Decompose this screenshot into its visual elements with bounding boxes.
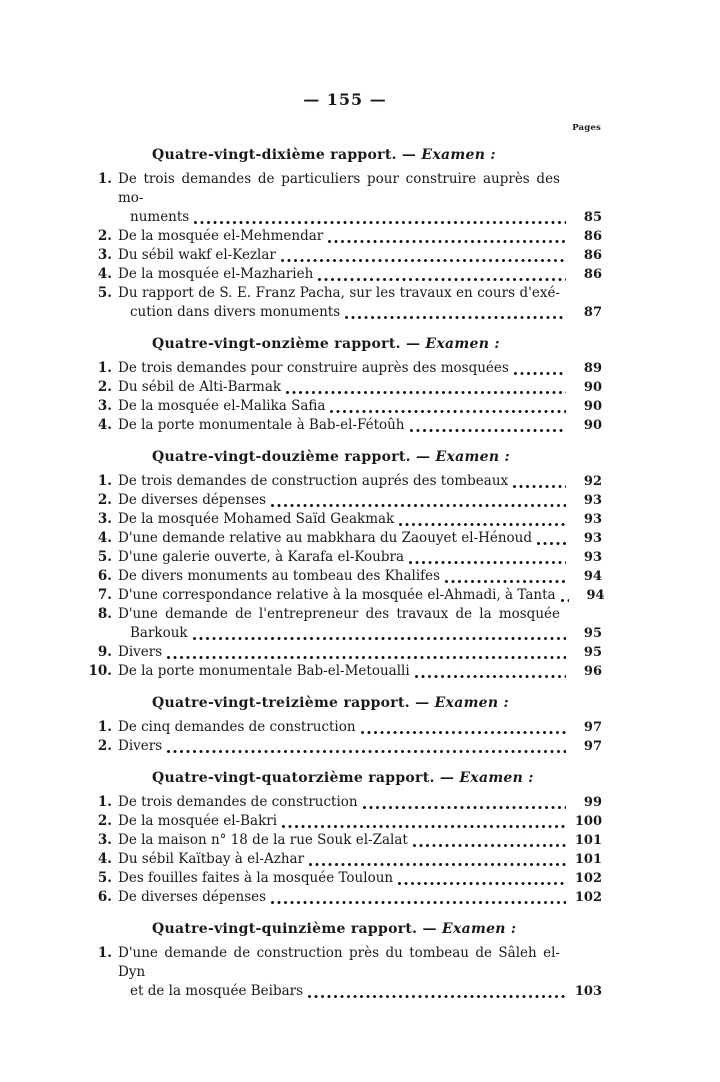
entry-number: 6. bbox=[97, 568, 112, 584]
dot-leader bbox=[282, 825, 566, 828]
entry-page-number: 102 bbox=[574, 890, 602, 905]
entry-first-line bbox=[88, 944, 602, 982]
toc-section bbox=[88, 146, 602, 322]
entry-number: 3. bbox=[97, 398, 112, 414]
entry-page-number: 95 bbox=[583, 645, 602, 660]
entry-number: 1. bbox=[97, 171, 112, 187]
entry-title: D'une demande de construction près du tombeau de Sâleh el-Dyn bbox=[118, 945, 560, 980]
toc-entry bbox=[88, 170, 602, 227]
entry-number: 1. bbox=[97, 360, 112, 376]
entry-title: D'une galerie ouverte, à Karafa el-Koubra bbox=[118, 549, 405, 565]
dot-leader bbox=[308, 995, 566, 998]
dot-leader bbox=[281, 259, 566, 262]
entry-title: D'une correspondance relative à la mosquée el-Ahmadi, à Tanta bbox=[118, 587, 556, 603]
toc-entry bbox=[88, 397, 602, 416]
toc-entry bbox=[88, 472, 602, 491]
entry-title: De trois demandes de construction auprés des tombeaux bbox=[118, 473, 509, 489]
heading-title: Quatre-vingt-onzième rapport. — bbox=[152, 336, 426, 352]
entry-title: De trois demandes pour construire auprès des mosquées bbox=[118, 360, 509, 376]
toc-section bbox=[88, 694, 602, 756]
entry-continuation-line bbox=[88, 208, 602, 227]
dot-leader bbox=[345, 316, 566, 319]
heading-examen: Examen : bbox=[435, 449, 510, 465]
dot-leader bbox=[286, 391, 566, 394]
toc-entry bbox=[88, 510, 602, 529]
entry-title: De trois demandes de particuliers pour construire auprès des mo- bbox=[118, 171, 560, 206]
entry-page-number: 85 bbox=[583, 210, 602, 225]
toc-entry bbox=[88, 662, 602, 681]
toc-entry bbox=[88, 359, 602, 378]
heading-examen: Examen : bbox=[425, 336, 500, 352]
entry-number: 1. bbox=[97, 945, 112, 961]
entry-first-line bbox=[88, 170, 602, 208]
heading-examen: Examen : bbox=[459, 770, 534, 786]
entry-number: 1. bbox=[97, 719, 112, 735]
entry-page-number: 90 bbox=[583, 418, 602, 433]
entry-first-line bbox=[88, 284, 602, 303]
dot-leader bbox=[399, 523, 566, 526]
entry-page-number: 89 bbox=[583, 361, 602, 376]
entry-page-number: 100 bbox=[574, 814, 602, 829]
entry-page-number: 93 bbox=[583, 550, 602, 565]
toc-entry bbox=[88, 718, 602, 737]
dot-leader bbox=[445, 580, 566, 583]
entry-title: De divers monuments au tombeau des Khalifes bbox=[118, 568, 441, 584]
section-heading bbox=[152, 769, 602, 787]
entry-title-continuation: numents bbox=[130, 209, 190, 225]
heading-examen: Examen : bbox=[434, 695, 510, 711]
toc-entry bbox=[88, 850, 602, 869]
heading-examen: Examen : bbox=[421, 147, 496, 163]
entry-page-number: 86 bbox=[583, 229, 602, 244]
dot-leader bbox=[561, 599, 569, 602]
entry-number: 2. bbox=[97, 738, 112, 754]
entry-number: 9. bbox=[97, 644, 112, 660]
entry-title: Du sébil wakf el-Kezlar bbox=[118, 247, 276, 263]
toc-entry bbox=[88, 529, 602, 548]
entry-page-number: 86 bbox=[583, 248, 602, 263]
dot-leader bbox=[398, 882, 566, 885]
entry-title: De trois demandes de construction bbox=[118, 794, 358, 810]
entry-number: 4. bbox=[97, 266, 112, 282]
entry-page-number: 87 bbox=[583, 305, 602, 320]
entry-number: 2. bbox=[97, 492, 112, 508]
heading-title: Quatre-vingt-quinzième rapport. — bbox=[152, 921, 442, 937]
dot-leader bbox=[415, 675, 566, 678]
dot-leader bbox=[167, 656, 566, 659]
entry-number: 4. bbox=[97, 417, 112, 433]
entry-continuation-line bbox=[88, 303, 602, 322]
entry-title: De diverses dépenses bbox=[118, 492, 267, 508]
page-content bbox=[88, 90, 605, 1001]
entry-number: 1. bbox=[97, 794, 112, 810]
entry-first-line bbox=[88, 605, 602, 624]
section-items bbox=[88, 170, 602, 322]
entry-page-number: 101 bbox=[574, 852, 602, 867]
toc-entry bbox=[88, 944, 602, 1001]
dot-leader bbox=[363, 806, 566, 809]
toc-section bbox=[88, 920, 602, 1001]
entry-title-continuation: Barkouk bbox=[130, 625, 188, 641]
toc-entry bbox=[88, 265, 602, 284]
entry-continuation-line bbox=[88, 624, 602, 643]
entry-title: Divers bbox=[118, 644, 163, 660]
section-items bbox=[88, 359, 602, 435]
entry-page-number: 93 bbox=[583, 493, 602, 508]
toc-entry bbox=[88, 416, 602, 435]
dot-leader bbox=[413, 844, 566, 847]
entry-number: 7. bbox=[97, 587, 112, 603]
dot-leader bbox=[409, 561, 566, 564]
entry-title: De la mosquée el-Mazharieh bbox=[118, 266, 314, 282]
heading-title: Quatre-vingt-quatorzième rapport. — bbox=[152, 770, 460, 786]
entry-title: D'une demande relative au mabkhara du Zaouyet el-Hénoud bbox=[118, 530, 533, 546]
entry-number: 2. bbox=[97, 228, 112, 244]
heading-examen: Examen : bbox=[441, 921, 517, 937]
entry-continuation-line bbox=[88, 982, 602, 1001]
entry-title: De la mosquée el-Bakri bbox=[118, 813, 278, 829]
toc-entry bbox=[88, 831, 602, 850]
entry-page-number: 97 bbox=[583, 739, 602, 754]
toc-entry bbox=[88, 643, 602, 662]
toc-entry bbox=[88, 227, 602, 246]
toc-entry bbox=[88, 888, 602, 907]
toc-entry bbox=[88, 793, 602, 812]
dot-leader bbox=[410, 429, 566, 432]
toc-entry bbox=[88, 737, 602, 756]
dot-leader bbox=[361, 731, 566, 734]
toc-entry bbox=[88, 567, 602, 586]
dot-leader bbox=[194, 221, 566, 224]
dot-leader bbox=[330, 410, 566, 413]
toc-entry bbox=[88, 491, 602, 510]
entry-page-number: 101 bbox=[574, 833, 602, 848]
entry-title: De diverses dépenses bbox=[118, 889, 267, 905]
entry-number: 4. bbox=[97, 530, 112, 546]
entry-number: 5. bbox=[97, 870, 112, 886]
entry-page-number: 103 bbox=[574, 984, 602, 999]
entry-title-continuation: cution dans divers monuments bbox=[130, 304, 341, 320]
dot-leader bbox=[193, 637, 566, 640]
entry-title: De la porte monumentale Bab-el-Metoualli bbox=[118, 663, 410, 679]
entry-title: Divers bbox=[118, 738, 163, 754]
entry-page-number: 96 bbox=[583, 664, 602, 679]
entry-title: De cinq demandes de construction bbox=[118, 719, 356, 735]
entry-number: 2. bbox=[97, 813, 112, 829]
entry-number: 1. bbox=[97, 473, 112, 489]
heading-title: Quatre-vingt-douzième rapport. — bbox=[152, 449, 436, 465]
entry-page-number: 90 bbox=[583, 399, 602, 414]
dot-leader bbox=[271, 901, 566, 904]
dot-leader bbox=[167, 750, 566, 753]
entry-page-number: 93 bbox=[583, 531, 602, 546]
entry-page-number: 102 bbox=[574, 871, 602, 886]
entry-title: De la mosquée el-Mehmendar bbox=[118, 228, 324, 244]
entry-page-number: 95 bbox=[583, 626, 602, 641]
section-heading bbox=[152, 920, 602, 938]
section-items bbox=[88, 793, 602, 907]
toc-entry bbox=[88, 378, 602, 397]
entry-number: 3. bbox=[97, 832, 112, 848]
toc-entry bbox=[88, 605, 602, 643]
section-heading bbox=[152, 694, 602, 712]
dot-leader bbox=[271, 504, 566, 507]
dot-leader bbox=[318, 278, 566, 281]
entry-number: 5. bbox=[97, 285, 112, 301]
toc-entry bbox=[88, 246, 602, 265]
section-items bbox=[88, 472, 605, 681]
entry-number: 3. bbox=[97, 247, 112, 263]
entry-page-number: 93 bbox=[583, 512, 602, 527]
entry-title: De la mosquée el-Malika Safia bbox=[118, 398, 326, 414]
entry-page-number: 86 bbox=[583, 267, 602, 282]
entry-title: De la porte monumentale à Bab-el-Fétoûh bbox=[118, 417, 405, 433]
entry-page-number: 90 bbox=[583, 380, 602, 395]
toc bbox=[88, 146, 605, 1001]
toc-entry bbox=[88, 284, 602, 322]
entry-title-continuation: et de la mosquée Beibars bbox=[130, 983, 304, 999]
entry-number: 3. bbox=[97, 511, 112, 527]
toc-entry bbox=[88, 869, 602, 888]
dot-leader bbox=[514, 372, 566, 375]
toc-section bbox=[88, 769, 602, 907]
section-items bbox=[88, 944, 602, 1001]
entry-title: Du rapport de S. E. Franz Pacha, sur les travaux en cours d'exé- bbox=[118, 285, 560, 301]
dot-leader bbox=[537, 542, 566, 545]
toc-section bbox=[88, 335, 602, 435]
toc-section bbox=[88, 448, 605, 681]
section-items bbox=[88, 718, 602, 756]
toc-entry bbox=[88, 586, 605, 605]
dot-leader bbox=[513, 485, 566, 488]
entry-title: De la mosquée Mohamed Saïd Geakmak bbox=[118, 511, 395, 527]
entry-title: De la maison n° 18 de la rue Souk el-Zalat bbox=[118, 832, 408, 848]
entry-number: 5. bbox=[97, 549, 112, 565]
entry-title: Du sébil de Alti-Barmak bbox=[118, 379, 282, 395]
entry-number: 8. bbox=[97, 606, 112, 622]
pages-column-label: Pages bbox=[572, 123, 601, 133]
entry-page-number: 94 bbox=[586, 588, 605, 603]
entry-page-number: 97 bbox=[583, 720, 602, 735]
entry-page-number: 92 bbox=[583, 474, 602, 489]
entry-number: 2. bbox=[97, 379, 112, 395]
entry-title: Des fouilles faites à la mosquée Touloun bbox=[118, 870, 394, 886]
entry-number: 10. bbox=[88, 663, 112, 679]
heading-title: Quatre-vingt-treizième rapport. — bbox=[152, 695, 435, 711]
entry-title: Du sébil Kaïtbay à el-Azhar bbox=[118, 851, 305, 867]
dot-leader bbox=[309, 863, 566, 866]
section-heading bbox=[152, 448, 602, 466]
heading-title: Quatre-vingt-dixième rapport. — bbox=[152, 147, 422, 163]
entry-number: 4. bbox=[97, 851, 112, 867]
page-number-header: — 155 — bbox=[303, 90, 387, 109]
toc-entry bbox=[88, 812, 602, 831]
entry-number: 6. bbox=[97, 889, 112, 905]
toc-entry bbox=[88, 548, 602, 567]
entry-page-number: 94 bbox=[583, 569, 602, 584]
section-heading bbox=[152, 335, 602, 353]
entry-title: D'une demande de l'entrepreneur des travaux de la mosquée bbox=[118, 606, 560, 622]
section-heading bbox=[152, 146, 602, 164]
dot-leader bbox=[328, 240, 566, 243]
entry-page-number: 99 bbox=[583, 795, 602, 810]
